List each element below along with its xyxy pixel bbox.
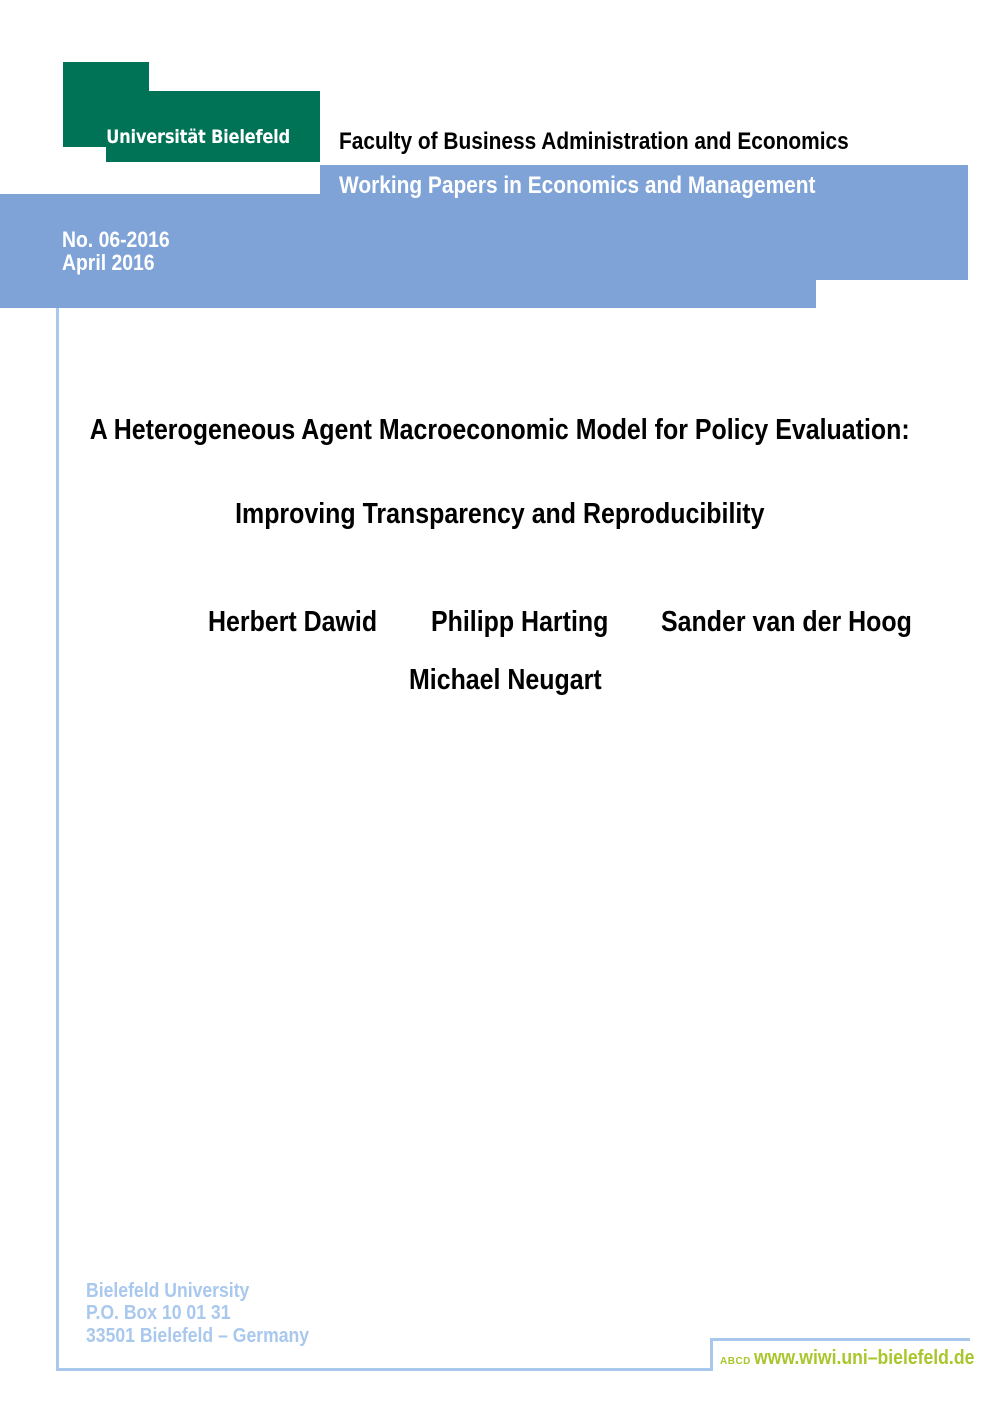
series-name: Working Papers in Economics and Management — [339, 172, 816, 199]
author-name: Herbert Dawid — [208, 606, 378, 638]
abcd-mark: ABCD — [720, 1356, 751, 1367]
address-line: 33501 Bielefeld – Germany — [86, 1325, 310, 1347]
frame-left-line — [56, 308, 59, 1371]
university-logo-block-bottom — [106, 146, 320, 162]
faculty-name: Faculty of Business Administration and Economics — [339, 128, 849, 155]
address-line: Bielefeld University — [86, 1280, 250, 1302]
address-line: P.O. Box 10 01 31 — [86, 1302, 231, 1324]
author-name: Michael Neugart — [409, 664, 602, 696]
paper-number: No. 06-2016 — [62, 227, 170, 252]
website-link[interactable]: www.wiwi.uni–bielefeld.de — [754, 1347, 975, 1369]
header-band-lower — [0, 279, 816, 308]
university-logo-block-top — [63, 62, 149, 92]
university-logo-text: Universität Bielefeld — [106, 126, 290, 148]
paper-date: April 2016 — [62, 250, 155, 275]
website-box-top-line — [710, 1338, 970, 1341]
website-box-left-line — [710, 1338, 713, 1371]
paper-title-line-2: Improving Transparency and Reproducibility — [235, 498, 765, 530]
paper-title-line-1: A Heterogeneous Agent Macroeconomic Model for Policy Evaluation: — [90, 414, 910, 446]
author-name: Sander van der Hoog — [661, 606, 912, 638]
frame-bottom-line — [56, 1368, 713, 1371]
author-name: Philipp Harting — [431, 606, 609, 638]
